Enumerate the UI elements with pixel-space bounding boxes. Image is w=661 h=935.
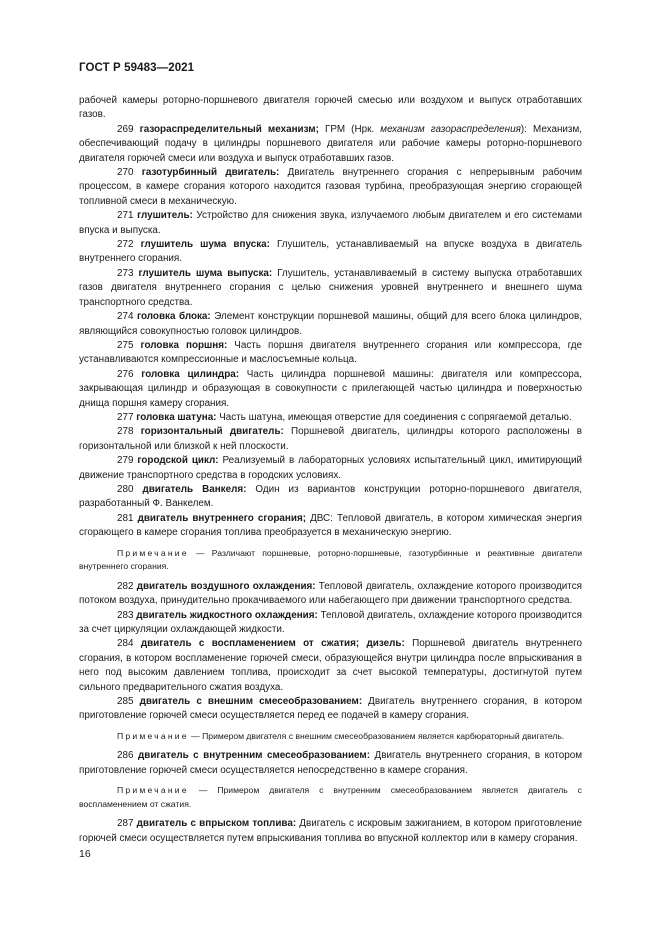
entry-deprecated-term: механизм газораспределения bbox=[380, 123, 521, 135]
document-header: ГОСТ Р 59483—2021 bbox=[79, 62, 195, 74]
entry-term: двигатель с внешним смесеобразованием: bbox=[139, 696, 363, 708]
entry-definition: Тепловой двигатель, охлаждение которого производится потоком воздуха, принудительно прокачиваемого или набегающего при движении транспортного средства. bbox=[79, 580, 582, 607]
term-entry bbox=[79, 695, 582, 724]
note-text: — Примером двигателя с внутренним смесеобразованием является двигатель с воспламенением от сжатия. bbox=[79, 785, 582, 809]
entry-term: двигатель внутреннего сгорания; bbox=[137, 512, 307, 524]
entry-definition: Двигатель внутреннего сгорания, в котором приготовление горючей смеси осуществляется непосредственно в камере сгорания. bbox=[79, 750, 582, 776]
entry-number: 285 bbox=[117, 696, 134, 708]
entry-number: 282 bbox=[117, 580, 134, 592]
term-entry bbox=[79, 411, 582, 425]
entry-number: 279 bbox=[117, 455, 134, 467]
note-text: — Примером двигателя с внешним смесеобразованием является карбюраторный двигатель. bbox=[188, 730, 565, 741]
entry-definition: Тепловой двигатель, охлаждение которого производится за счет циркуляции охлаждающей жидкости. bbox=[79, 609, 582, 635]
term-entry bbox=[79, 310, 582, 339]
entry-term: двигатель воздушного охлаждения: bbox=[136, 580, 316, 592]
entry-term: горизонтальный двигатель: bbox=[140, 426, 284, 438]
entry-number: 272 bbox=[117, 239, 134, 251]
term-entry bbox=[79, 580, 582, 609]
entry-definition: Поршневой двигатель, цилиндры которого расположены в горизонтальной или близкой к ней плоскости. bbox=[79, 426, 582, 452]
term-entry bbox=[79, 749, 582, 778]
entry-number: 283 bbox=[117, 609, 134, 621]
entry-definition: Двигатель внутреннего сгорания с непрерывным рабочим процессом, в камере сгорания которого находится газовая турбина, преобразующая энергию сгорающей топливной смеси в механическую. bbox=[79, 167, 582, 207]
page-number: 16 bbox=[79, 848, 91, 860]
entry-number: 281 bbox=[117, 512, 134, 524]
entry-number: 273 bbox=[117, 267, 134, 279]
entry-term: двигатель жидкостного охлаждения: bbox=[136, 609, 318, 621]
entry-term: городской цикл: bbox=[137, 455, 219, 467]
entry-number: 284 bbox=[117, 638, 134, 650]
entry-number: 275 bbox=[117, 339, 134, 351]
term-entry bbox=[79, 817, 582, 846]
note-paragraph bbox=[79, 784, 582, 811]
entry-definition: Один из вариантов конструкции роторно-поршневого двигателя, разработанный Ф. Ванкелем. bbox=[79, 483, 582, 510]
entry-definition: Часть цилиндра поршневой машины: двигателя или компрессора, закрывающая цилиндр и образующая в совокупности с прилегающей частью цилиндра и поверхностью днища поршня камеру сгорания. bbox=[79, 368, 582, 409]
note-paragraph bbox=[79, 730, 582, 744]
term-entry bbox=[79, 368, 582, 411]
entry-definition: Двигатель с искровым зажиганием, в котором приготовление горючей смеси осуществляется путем впрыскивания топлива во впускной коллектор или в камеру сгорания. bbox=[79, 818, 583, 844]
note-label: Примечание bbox=[117, 547, 189, 558]
entry-number: 280 bbox=[117, 483, 134, 495]
entry-definition: Часть шатуна, имеющая отверстие для соединения с сопрягаемой деталью. bbox=[216, 411, 572, 423]
entry-term: двигатель с внутренним смесеобразованием: bbox=[137, 750, 371, 762]
entry-term: газораспределительный механизм; bbox=[139, 123, 319, 135]
entry-term: газотурбинный двигатель: bbox=[141, 167, 280, 179]
term-entry bbox=[79, 123, 582, 166]
term-entry bbox=[79, 425, 582, 454]
term-entry bbox=[79, 238, 582, 267]
entry-text: ГРМ (Нрк. bbox=[318, 123, 381, 135]
entry-number: 277 bbox=[117, 411, 134, 423]
entry-term: двигатель Ванкеля: bbox=[142, 483, 247, 495]
term-entry bbox=[79, 339, 582, 368]
term-entry bbox=[79, 483, 582, 512]
term-entry bbox=[79, 609, 582, 638]
entry-definition: Устройство для снижения звука, излучаемого любым двигателем и его системами впуска и выпуска. bbox=[79, 210, 582, 236]
term-entry bbox=[79, 512, 582, 541]
note-paragraph bbox=[79, 547, 582, 574]
entry-term: головка шатуна: bbox=[136, 411, 217, 423]
term-entry bbox=[79, 267, 582, 310]
entry-number: 274 bbox=[117, 311, 134, 323]
entry-term: двигатель с воспламенением от сжатия; дизель: bbox=[140, 638, 405, 650]
entry-definition: Реализуемый в лабораторных условиях испытательный цикл, имитирующий движение транспортного средства в городских условиях. bbox=[79, 455, 583, 481]
entry-definition: Глушитель, устанавливаемый на впуске воздуха в двигатель внутреннего сгорания. bbox=[79, 239, 582, 265]
entry-number: 286 bbox=[117, 750, 134, 762]
entry-number: 287 bbox=[117, 818, 134, 830]
entry-term: глушитель шума выпуска: bbox=[138, 267, 273, 279]
entry-number: 276 bbox=[117, 368, 134, 380]
entry-term: головка блока: bbox=[137, 311, 211, 323]
note-label: Примечание bbox=[117, 785, 189, 796]
term-entry bbox=[79, 454, 582, 483]
term-entry bbox=[79, 637, 582, 695]
entry-number: 270 bbox=[117, 167, 134, 179]
entry-term: головка цилиндра: bbox=[141, 368, 240, 380]
entry-definition: ДВС: Тепловой двигатель, в котором химическая энергия сгорающего в камере сгорания топлива преобразуется в механическую энергию. bbox=[79, 512, 582, 539]
entry-number: 278 bbox=[117, 426, 134, 438]
note-text: — Различают поршневые, роторно-поршневые, газотурбинные и реактивные двигатели внутреннего сгорания. bbox=[79, 547, 582, 572]
entry-term: глушитель шума впуска: bbox=[140, 239, 270, 251]
entry-number: 269 bbox=[117, 123, 134, 135]
entry-definition: Двигатель внутреннего сгорания, в котором приготовление горючей смеси осуществляется перед ее подачей в камеру сгорания. bbox=[79, 696, 582, 722]
note-label: Примечание bbox=[117, 730, 189, 741]
entry-definition: ): Механизм, обеспечивающий подачу в цилиндры поршневого двигателя или рабочие камеры роторно-поршневого двигателя горючей смеси или воздуха и выпуск отработавших газов. bbox=[79, 123, 582, 164]
entry-definition: Глушитель, устанавливаемый в систему выпуска отработавших газов двигателя внутреннего сгорания с целью снижения уровней внутреннего и внешнего шума транспортного средства. bbox=[79, 267, 583, 308]
entry-definition: Поршневой двигатель внутреннего сгорания, в котором воспламенение горючей смеси, образующейся внутри цилиндра после впрыскивания в него под высоким давлением топлива, происходит за счет высокой температуры, достигнутой путем сильного предварительного сжатия воздуха. bbox=[79, 638, 582, 693]
entry-term: глушитель: bbox=[137, 210, 193, 222]
entry-number: 271 bbox=[117, 210, 134, 222]
entry-term: головка поршня: bbox=[140, 339, 228, 351]
entry-definition: Элемент конструкции поршневой машины, общий для всего блока цилиндров, являющийся совокупностью головок цилиндров. bbox=[79, 311, 582, 337]
term-entry bbox=[79, 166, 582, 209]
intro-paragraph: рабочей камеры роторно-поршневого двигателя горючей смесью или воздухом и выпуск отработавших газов. bbox=[79, 95, 582, 121]
entry-term: двигатель с впрыском топлива: bbox=[136, 818, 297, 830]
document-body bbox=[79, 94, 582, 846]
entry-definition: Часть поршня двигателя внутреннего сгорания или компрессора, где устанавливаются компрессионные и маслосъемные кольца. bbox=[79, 339, 583, 366]
term-entry bbox=[79, 209, 582, 238]
